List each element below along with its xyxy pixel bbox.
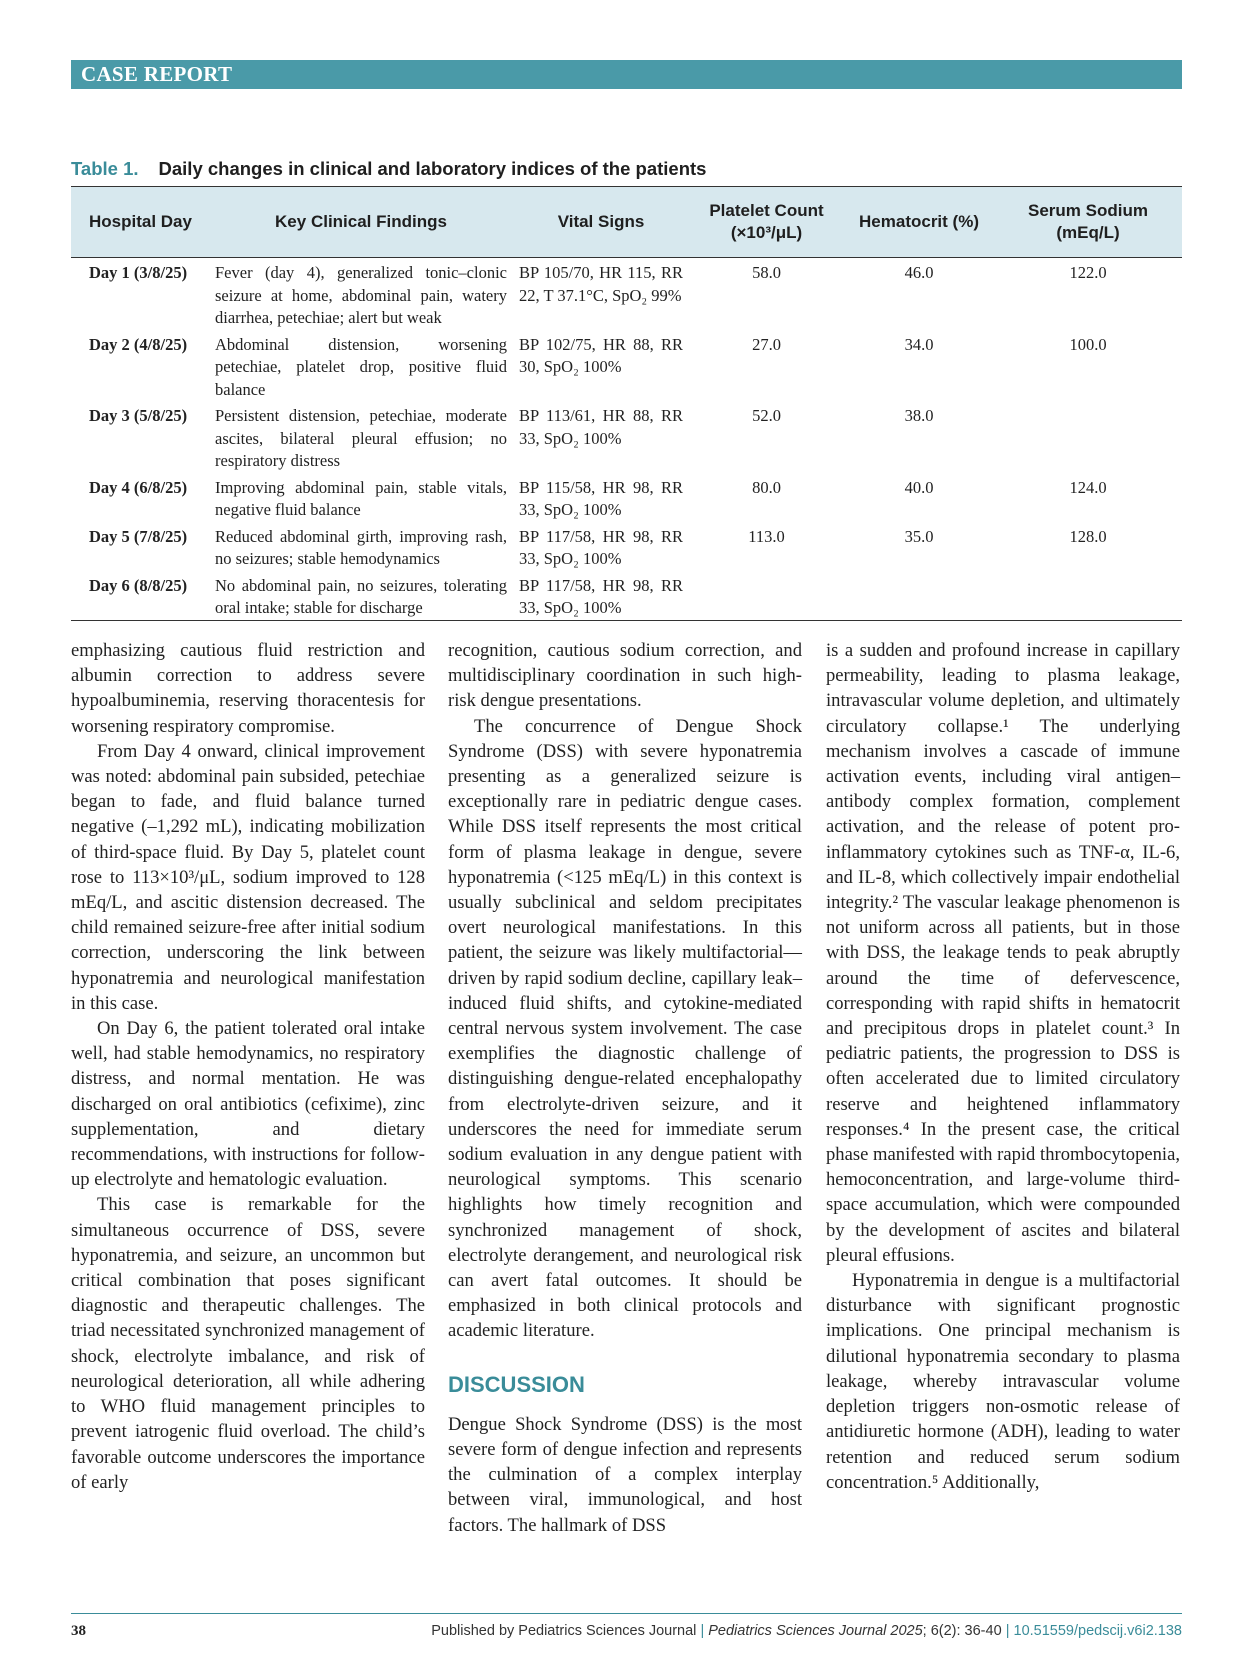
body-column-3 (826, 638, 1180, 1495)
cell-hematocrit: 46.0 (904, 263, 934, 282)
column-header: Hospital Day (71, 187, 209, 258)
body-column-2 (448, 638, 802, 1538)
cell-day: Day 5 (7/8/25) (89, 526, 188, 546)
table-row (71, 571, 1182, 621)
cell-hematocrit: 40.0 (904, 477, 934, 497)
cell-sodium (994, 571, 1182, 621)
cell-hematocrit: 35.0 (904, 526, 934, 546)
footer-volume: ; 6(2): 36-40 (922, 1623, 1002, 1639)
cell-vitals: BP 113/61, HR 88, RR 33, SpO₂ 100% (519, 406, 683, 448)
cell-day: Day 4 (6/8/25) (89, 477, 188, 497)
cell-platelet (689, 571, 844, 621)
table-row (71, 473, 1182, 522)
cell-sodium (994, 401, 1182, 473)
table-caption-text: Daily changes in clinical and laboratory indices of the patients (158, 158, 707, 179)
cell-findings: Fever (day 4), generalized tonic–clonic seizure at home, abdominal pain, watery diarrhea, petechiae; alert but weak (215, 263, 507, 327)
cell-day: Day 3 (5/8/25) (89, 406, 188, 425)
table-row (71, 401, 1182, 473)
paragraph: emphasizing cautious fluid restriction and albumin correction to address severe hypoalbuminemia, reserving thoracentesis for worsening respiratory compromise. (71, 640, 425, 737)
cell-sodium: 124.0 (1069, 477, 1107, 497)
discussion-heading: DISCUSSION (448, 1371, 585, 1397)
section-header-bar (71, 60, 1182, 89)
cell-vitals: BP 115/58, HR 98, RR 33, SpO₂ 100% (519, 477, 683, 519)
clinical-indices-table (71, 186, 1182, 621)
footer-separator: | (1005, 1623, 1010, 1639)
paragraph: From Day 4 onward, clinical improvement was noted: abdominal pain subsided, petechiae began to fade, and fluid balance turned negative (–1,292 mL), indicating mobilization of third-space fluid. By Day 5, platelet count rose to 113×10³/μL, sodium improved to 128 mEq/L, and ascitic distension decreased. The child remained seizure-free after initial sodium correction, underscoring the link between hyponatremia and neurological manifestation in this case. (71, 740, 425, 1014)
column-header: Platelet Count (×10³/μL) (689, 187, 844, 258)
column-header: Key Clinical Findings (209, 187, 513, 258)
footer-publisher: Published by Pediatrics Sciences Journal (431, 1623, 697, 1639)
paragraph: is a sudden and profound increase in capillary permeability, leading to plasma leakage, intravascular volume depletion, and ultimately circulatory collapse.¹ The underlying mechanism involves a cascade of immune activation events, including viral antigen–antibody complex formation, complement activation, and the release of potent pro-inflammatory cytokines such as TNF-α, IL-6, and IL-8, which collectively impair endothelial integrity.² The vascular leakage phenomenon is not uniform across all patients, but in those with DSS, the leakage tends to peak abruptly around the time of defervescence, corresponding with rapid shifts in hematocrit and precipitous drops in platelet count.³ In pediatric patients, the progression to DSS is often accelerated due to limited circulatory reserve and heightened inflammatory responses.⁴ In the present case, the critical phase manifested with rapid thrombocytopenia, hemoconcentration, and large-volume third-space accumulation, which were compounded by the development of ascites and bilateral pleural effusions. (826, 640, 1180, 1266)
footer-citation (431, 1623, 1182, 1639)
cell-platelet: 58.0 (752, 263, 781, 282)
column-header: Serum Sodium (mEq/L) (994, 187, 1182, 258)
doi-link[interactable]: 10.51559/pedscij.v6i2.138 (1013, 1623, 1182, 1639)
section-header-label: CASE REPORT (81, 62, 233, 86)
paragraph: On Day 6, the patient tolerated oral intake well, had stable hemodynamics, no respiratory distress, and normal mentation. He was discharged on oral antibiotics (cefixime), zinc supplementation, and dietary recommendations, with instructions for follow-up electrolyte and hematologic evaluation. (71, 1018, 425, 1191)
table-caption-label: Table 1. (71, 158, 139, 179)
cell-hematocrit (844, 571, 994, 621)
cell-platelet: 80.0 (752, 477, 781, 497)
cell-platelet: 113.0 (748, 526, 785, 546)
column-header: Hematocrit (%) (844, 187, 994, 258)
cell-platelet: 52.0 (752, 406, 781, 425)
table-header-row (71, 187, 1182, 258)
cell-day: Day 1 (3/8/25) (89, 263, 188, 282)
table-row (71, 330, 1182, 402)
cell-day: Day 6 (8/8/25) (89, 575, 188, 595)
cell-findings: Abdominal distension, worsening petechiae, platelet drop, positive fluid balance (215, 334, 507, 399)
table-row (71, 258, 1182, 330)
cell-findings: Reduced abdominal girth, improving rash, no seizures; stable hemodynamics (215, 526, 507, 568)
paragraph: The concurrence of Dengue Shock Syndrome (DSS) with severe hyponatremia presenting as a generalized seizure is exceptionally rare in pediatric dengue cases. While DSS itself represents the most critical form of plasma leakage in dengue, severe hyponatremia (<125 mEq/L) in this context is usually subclinical and seldom precipitates overt neurological manifestations. In this patient, the seizure was likely multifactorial—driven by rapid sodium decline, capillary leak–induced fluid shifts, and cytokine-mediated central nervous system involvement. The case exemplifies the diagnostic challenge of distinguishing dengue-related encephalopathy from electrolyte-driven seizure, and it underscores the need for immediate serum sodium evaluation in any dengue patient with neurological symptoms. This scenario highlights how timely recognition and synchronized management of shock, electrolyte derangement, and neurological risk can avert fatal outcomes. It should be emphasized in both clinical protocols and academic literature. (448, 715, 802, 1342)
body-column-1 (71, 638, 425, 1495)
cell-vitals: BP 117/58, HR 98, RR 33, SpO₂ 100% (519, 526, 683, 568)
cell-platelet: 27.0 (752, 334, 781, 354)
cell-sodium: 128.0 (1069, 526, 1107, 546)
cell-vitals: BP 117/58, HR 98, RR 33, SpO₂ 100% (519, 575, 683, 617)
column-header: Vital Signs (513, 187, 689, 258)
paragraph: Dengue Shock Syndrome (DSS) is the most severe form of dengue infection and represents the culmination of a complex interplay between viral, immunological, and host factors. The hallmark of DSS (448, 1413, 802, 1536)
footer-journal: Pediatrics Sciences Journal 2025 (708, 1623, 923, 1639)
cell-findings: No abdominal pain, no seizures, tolerating oral intake; stable for discharge (215, 575, 507, 617)
footer-separator: | (700, 1623, 705, 1639)
cell-hematocrit: 34.0 (904, 334, 934, 354)
table-caption (71, 158, 706, 180)
cell-day: Day 2 (4/8/25) (89, 334, 188, 354)
cell-hematocrit: 38.0 (904, 406, 934, 425)
paragraph: Hyponatremia in dengue is a multifactorial disturbance with significant prognostic implications. One principal mechanism is dilutional hyponatremia secondary to plasma leakage, whereby intravascular volume depletion triggers non-osmotic release of antidiuretic hormone (ADH), leading to water retention and reduced serum sodium concentration.⁵ Additionally, (826, 1270, 1180, 1493)
paragraph: This case is remarkable for the simultaneous occurrence of DSS, severe hyponatremia, and seizure, an uncommon but critical combination that poses significant diagnostic and therapeutic challenges. The triad necessitated synchronized management of shock, electrolyte imbalance, and risk of neurological deterioration, all while adhering to WHO fluid management principles to prevent iatrogenic fluid overload. The child’s favorable outcome underscores the importance of early (71, 1194, 425, 1493)
cell-sodium: 100.0 (1069, 334, 1107, 354)
cell-vitals: BP 105/70, HR 115, RR 22, T 37.1°C, SpO₂ 99% (519, 263, 683, 305)
cell-vitals: BP 102/75, HR 88, RR 30, SpO₂ 100% (519, 334, 683, 376)
cell-findings: Persistent distension, petechiae, moderate ascites, bilateral pleural effusion; no respiratory distress (215, 406, 507, 470)
page-number: 38 (71, 1623, 86, 1639)
table-row (71, 522, 1182, 571)
paragraph: recognition, cautious sodium correction, and multidisciplinary coordination in such high-risk dengue presentations. (448, 640, 802, 712)
footer-divider (71, 1613, 1182, 1614)
cell-sodium: 122.0 (1069, 263, 1107, 282)
cell-findings: Improving abdominal pain, stable vitals, negative fluid balance (215, 477, 507, 519)
